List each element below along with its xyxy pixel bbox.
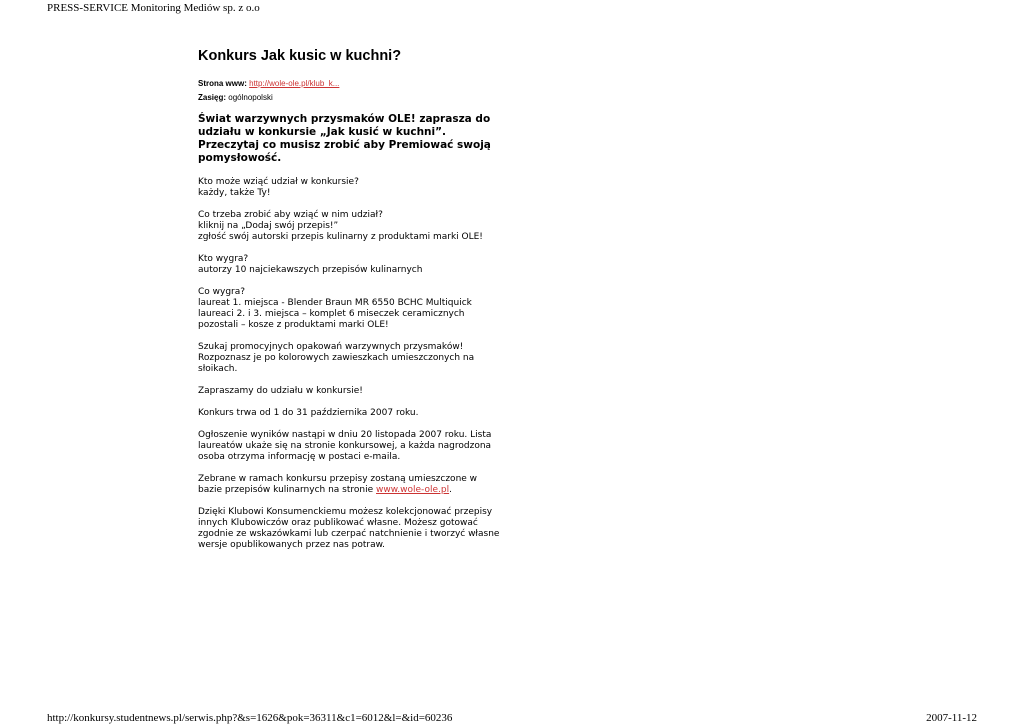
wole-ole-link[interactable]: www.wole-ole.pl <box>376 485 450 495</box>
paragraph-promo-packs <box>198 342 498 375</box>
paragraph-line: każdy, także Ty! <box>198 188 271 198</box>
meta-website-row <box>198 77 498 91</box>
paragraph-line: innych Klubowiczów oraz publikować własne. Możesz gotować <box>198 518 478 528</box>
paragraph-line: Dzięki Klubowi Konsumenckiemu możesz kolekcjonować przepisy <box>198 507 493 517</box>
paragraph-who-wins <box>198 254 498 276</box>
paragraph-line: Co wygra? <box>198 287 246 297</box>
paragraph-line: laureat 1. miejsca - Blender Braun MR 6550 BCHC Multiquick <box>198 298 472 308</box>
paragraph-line: zgłość swój autorski przepis kulinarny z produktami marki OLE! <box>198 232 483 242</box>
paragraph-duration <box>198 408 498 419</box>
paragraph-line: Kto wygra? <box>198 254 249 264</box>
paragraph-line: kliknij na „Dodaj swój przepis!” <box>198 221 339 231</box>
print-footer-url: http://konkursy.studentnews.pl/serwis.php?&s=1626&pok=36311&c1=6012&l=&id=60236 <box>47 712 453 724</box>
paragraph-line: laureatów ukaże się na stronie konkursowej, a każda nagrodzona <box>198 441 492 451</box>
line-prefix: bazie przepisów kulinarnych na stronie <box>198 485 377 495</box>
website-label: Strona www: <box>198 79 247 88</box>
paragraph-line: pozostali – kosze z produktami marki OLE! <box>198 320 389 330</box>
paragraph-invitation <box>198 386 498 397</box>
print-footer-date: 2007-11-12 <box>926 712 977 724</box>
paragraph-prizes <box>198 287 498 331</box>
range-value: ogólnopolski <box>228 93 273 102</box>
paragraph-line: Ogłoszenie wyników nastąpi w dniu 20 listopada 2007 roku. Lista <box>198 430 492 440</box>
paragraph-results <box>198 430 498 463</box>
paragraph-line: wersje opublikowanych przez nas potraw. <box>198 540 386 550</box>
paragraph-line <box>198 485 498 496</box>
print-header: PRESS-SERVICE Monitoring Mediów sp. z o.o <box>47 2 260 14</box>
paragraph-line: zgodnie ze wskazówkami lub czerpać natchnienie i tworzyć własne <box>198 529 500 539</box>
paragraph-line: Zebrane w ramach konkursu przepisy zostaną umieszczone w <box>198 474 478 484</box>
article <box>198 47 498 562</box>
paragraph-how-to-join <box>198 210 498 243</box>
article-title: Konkurs Jak kusic w kuchni? <box>198 48 402 64</box>
paragraph-line: Szukaj promocyjnych opakowań warzywnych przysmaków! <box>198 342 464 352</box>
paragraph-line: Rozpoznasz je po kolorowych zawieszkach umieszczonych na <box>198 353 475 363</box>
website-link[interactable]: http://wole-ole.pl/klub_k... <box>249 79 340 88</box>
paragraph-line: Zapraszamy do udziału w konkursie! <box>198 386 363 396</box>
paragraph-line: laureaci 2. i 3. miejsca – komplet 6 miseczek ceramicznych <box>198 309 465 319</box>
paragraph-line: Konkurs trwa od 1 do 31 października 2007 roku. <box>198 408 419 418</box>
paragraph-line: Kto może wziąć udział w konkursie? <box>198 177 359 187</box>
paragraph-line: słoikach. <box>198 364 238 374</box>
paragraph-consumer-club <box>198 507 498 551</box>
paragraph-line: autorzy 10 najciekawszych przepisów kulinarnych <box>198 265 423 275</box>
line-suffix: . <box>449 485 452 495</box>
paragraph-line: Co trzeba zrobić aby wziąć w nim udział? <box>198 210 383 220</box>
paragraph-recipe-database <box>198 474 498 496</box>
meta-range-row <box>198 91 498 105</box>
paragraph-line: osoba otrzyma informację w postaci e-maila. <box>198 452 401 462</box>
paragraph-who-can-join <box>198 177 498 199</box>
range-label: Zasięg: <box>198 93 227 102</box>
article-lead: Świat warzywnych przysmaków OLE! zaprasza do udziału w konkursie „Jak kusić w kuchni”. Przeczytaj co musisz zrobić aby Premiować swoją pomysłowość. <box>198 113 491 164</box>
